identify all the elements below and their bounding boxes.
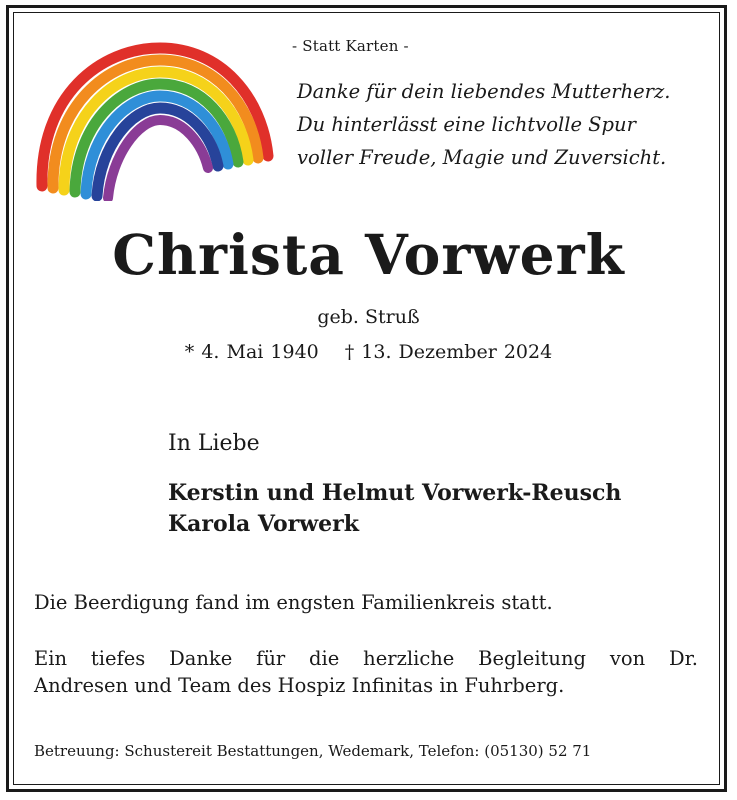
- rainbow-icon: [30, 36, 280, 201]
- life-dates: [0, 341, 737, 363]
- motto-line: Du hinterlässt eine lichtvolle Spur: [297, 113, 636, 136]
- motto-line: Danke für dein liebendes Mutterherz.: [297, 80, 671, 103]
- mourner-name: Karola Vorwerk: [168, 511, 359, 537]
- thanks-note: [34, 645, 698, 699]
- motto-line: voller Freude, Magie und Zuversicht.: [297, 146, 667, 169]
- death-date: † 13. Dezember 2024: [344, 341, 553, 363]
- deceased-name: Christa Vorwerk: [112, 222, 625, 287]
- motto-verse: [297, 75, 717, 174]
- thanks-line: Andresen und Team des Hospiz Infinitas in Fuhrberg.: [34, 674, 565, 697]
- mourner-name: Kerstin und Helmut Vorwerk-Reusch: [168, 480, 622, 506]
- thanks-line: Ein tiefes Danke für die herzliche Begleitung von Dr.: [34, 647, 698, 670]
- funeral-note: Die Beerdigung fand im engsten Familienkreis statt.: [34, 591, 553, 614]
- born-name: geb. Struß: [317, 306, 420, 328]
- statt-karten-label: - Statt Karten -: [292, 37, 409, 55]
- birth-date: * 4. Mai 1940: [184, 341, 319, 363]
- mourners-list: [168, 478, 621, 540]
- mourners-intro: In Liebe: [168, 431, 260, 456]
- funeral-service-info: Betreuung: Schustereit Bestattungen, Wedemark, Telefon: (05130) 52 71: [34, 742, 592, 760]
